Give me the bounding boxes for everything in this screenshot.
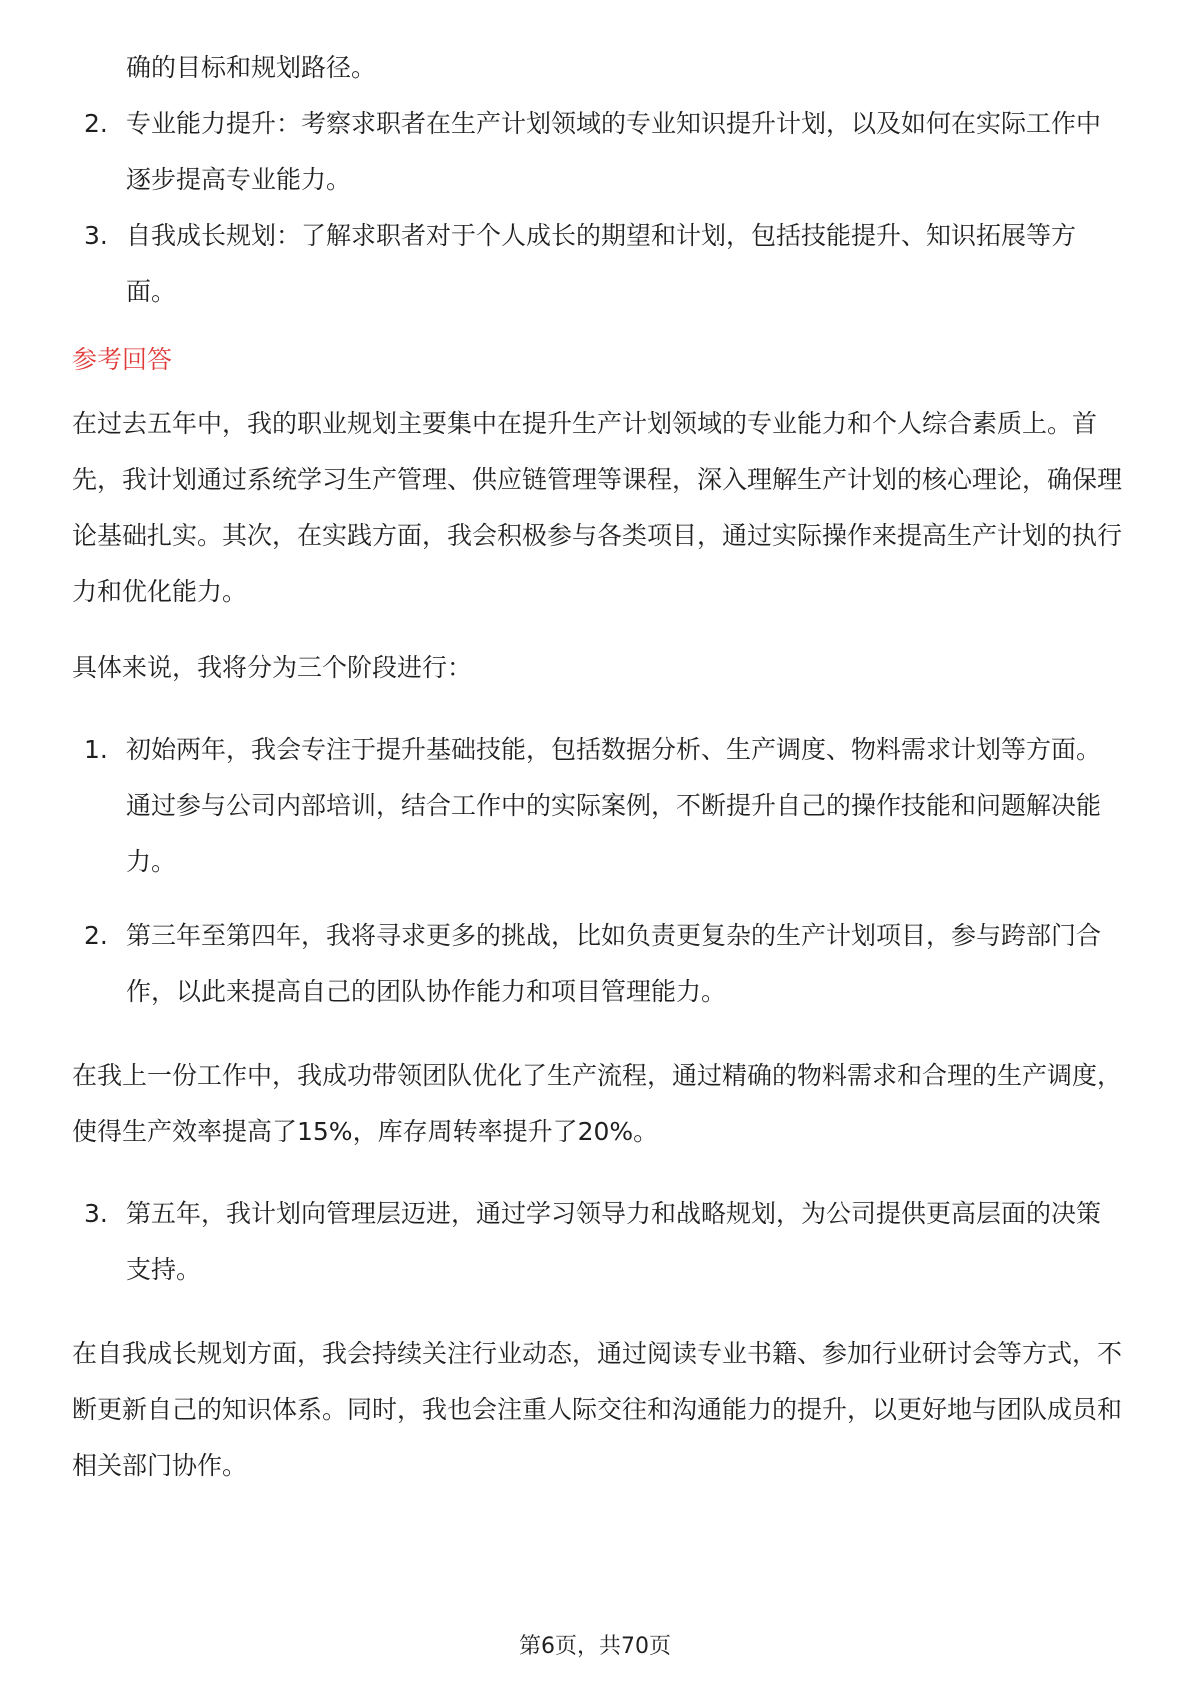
- paragraph: 在自我成长规划方面，我会持续关注行业动态，通过阅读专业书籍、参加行业研讨会等方式，不断更新自己的知识体系。同时，我也会注重人际交往和沟通能力的提升，以更好地与团队成员和相关部门协作。: [72, 1339, 1123, 1480]
- paragraph: 具体来说，我将分为三个阶段进行：: [72, 653, 473, 682]
- list-item: [72, 40, 1122, 96]
- page-number: 第6页，共70页: [519, 1634, 671, 1659]
- list-item-text: 初始两年，我会专注于提升基础技能，包括数据分析、生产调度、物料需求计划等方面。通过参与公司内部培训，结合工作中的实际案例，不断提升自己的操作技能和问题解决能力。: [126, 735, 1102, 876]
- list-item: [72, 908, 1122, 1020]
- list-item-text: 自我成长规划：了解求职者对于个人成长的期望和计划，包括技能提升、知识拓展等方面。: [126, 221, 1077, 306]
- list-item: [72, 208, 1122, 320]
- list-item-text: 第三年至第四年，我将寻求更多的挑战，比如负责更复杂的生产计划项目，参与跨部门合作，以此来提高自己的团队协作能力和项目管理能力。: [126, 921, 1102, 1006]
- list-item-number: 1.: [84, 735, 108, 764]
- list-item: [72, 96, 1122, 208]
- list-item-text: 专业能力提升：考察求职者在生产计划领域的专业知识提升计划，以及如何在实际工作中逐步提高专业能力。: [126, 109, 1102, 194]
- stage-list-continued: [72, 1186, 1122, 1298]
- list-item-text: 第五年，我计划向管理层迈进，通过学习领导力和战略规划，为公司提供更高层面的决策支持。: [126, 1199, 1102, 1284]
- criteria-list: [72, 40, 1122, 320]
- list-item: [72, 1186, 1122, 1298]
- list-item-text: 确的目标和规划路径。: [126, 53, 377, 82]
- list-item: [72, 722, 1122, 890]
- list-item-number: 3.: [84, 221, 108, 250]
- list-item-number: 3.: [84, 1199, 108, 1228]
- paragraph: 在过去五年中，我的职业规划主要集中在提升生产计划领域的专业能力和个人综合素质上。首先，我计划通过系统学习生产管理、供应链管理等课程，深入理解生产计划的核心理论，确保理论基础扎实。其次，在实践方面，我会积极参与各类项目，通过实际操作来提高生产计划的执行力和优化能力。: [72, 409, 1123, 606]
- document-body: [72, 40, 1122, 1514]
- list-item-number: 2.: [84, 921, 108, 950]
- paragraph: 在我上一份工作中，我成功带领团队优化了生产流程，通过精确的物料需求和合理的生产调度，使得生产效率提高了15%，库存周转率提升了20%。: [72, 1061, 1123, 1146]
- section-title: 参考回答: [72, 345, 173, 374]
- stage-list: [72, 722, 1122, 1020]
- list-item-number: 2.: [84, 109, 108, 138]
